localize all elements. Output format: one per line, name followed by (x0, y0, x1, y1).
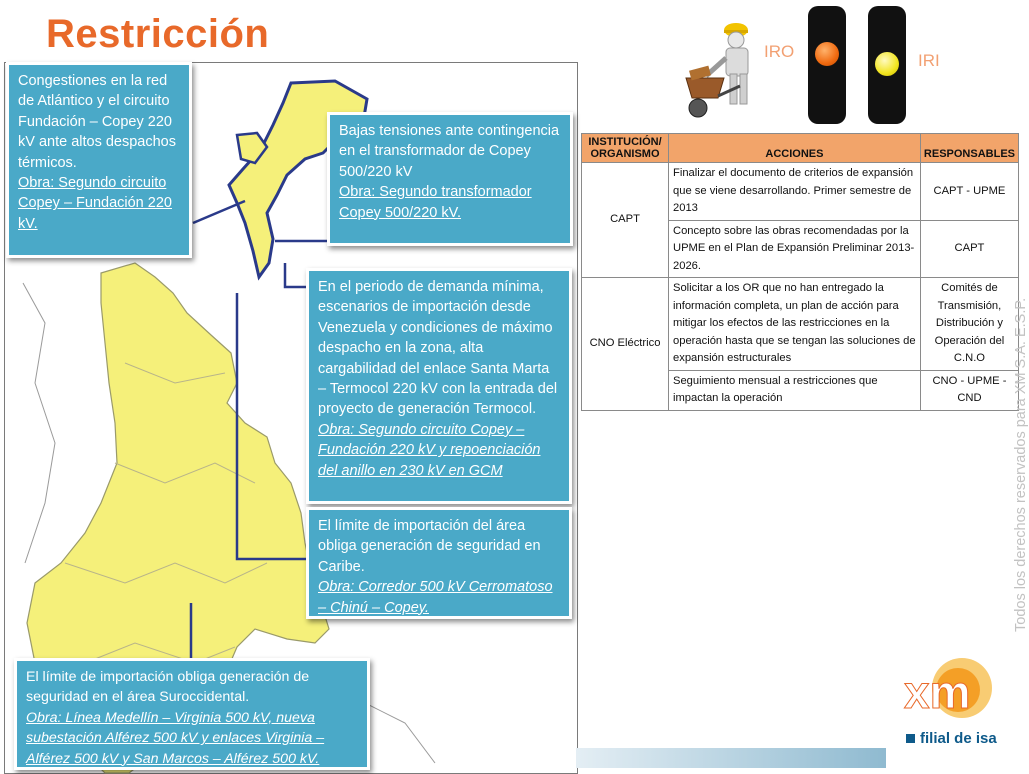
cell-responsable: CAPT (920, 220, 1018, 278)
orange-bulb-icon (815, 42, 839, 66)
iro-label: IRO (764, 42, 795, 61)
cell-accion: Finalizar el documento de criterios de expansión que se viene desarrollando. Primer semestre de 2013 (669, 163, 921, 221)
isa-square-icon (906, 734, 915, 743)
callout-text: El límite de importación del área obliga generación de seguridad en Caribe. (318, 518, 541, 575)
cell-responsable: Comités de Transmisión, Distribución y Operación del C.N.O (920, 278, 1018, 371)
callout-obra: Obra: Línea Medellín – Virginia 500 kV, nueva subestación Alférez 500 kV y enlaces Virginia – Alférez 500 kV y San Marcos – Alférez 500 kV. (26, 709, 325, 767)
logo-subtitle (906, 730, 997, 747)
cell-institucion: CAPT (582, 163, 669, 278)
table-row (582, 278, 1019, 371)
callout-atlantico (6, 62, 192, 258)
header-institucion: INSTITUCIÓN/ ORGANISMO (582, 134, 669, 163)
callout-obra: Obra: Segundo circuito Copey – Fundación 220 kV y repoenciación del anillo en 230 kV en GCM (318, 421, 541, 479)
callout-suroccidental (14, 658, 370, 770)
cell-institucion: CNO Eléctrico (582, 278, 669, 411)
footer-bar (576, 748, 886, 768)
header-responsables: RESPONSABLES (920, 134, 1018, 163)
callout-caribe (306, 507, 572, 619)
actions-table (581, 133, 1019, 411)
callout-santa-marta (306, 268, 572, 504)
iro-traffic-light-icon (808, 6, 846, 124)
map-outline-west (23, 283, 55, 563)
cell-accion: Seguimiento mensual a restricciones que impactan la operación (669, 370, 921, 410)
callout-obra: Obra: Corredor 500 kV Cerromatoso – Chinú – Copey. (318, 579, 553, 616)
connector-santa-marta (285, 263, 307, 287)
logo-text: xm (904, 666, 971, 718)
cell-responsable: CAPT - UPME (920, 163, 1018, 221)
table-row (582, 163, 1019, 221)
header-acciones: ACCIONES (669, 134, 921, 163)
callout-text: En el periodo de demanda mínima, escenarios de importación desde Venezuela y condiciones de máximo despacho en la zona, alta cargabilidad del enlace Santa Marta – Termocol 220 kV con la entrada del proyecto de generación Termocol. (318, 279, 558, 418)
iri-label: IRI (918, 51, 940, 70)
worker-wheelbarrow-icon (680, 18, 766, 122)
callout-text: El límite de importación obliga generación de seguridad en el área Suroccidental. (26, 669, 310, 706)
cell-accion: Solicitar a los OR que no han entregado la información completa, un plan de acción para mitigar los efectos de las restricciones en la operación hasta que se tengan las soluciones de expansión estructurales (669, 278, 921, 371)
cell-accion: Concepto sobre las obras recomendadas por la UPME en el Plan de Expansión Preliminar 2013-2026. (669, 220, 921, 278)
page-title: Restricción (46, 12, 270, 56)
copyright-watermark: Todos los derechos reservados para XM S.A. E.S.P. (1013, 297, 1029, 632)
callout-text: Bajas tensiones ante contingencia en el transformador de Copey 500/220 kV (339, 123, 560, 180)
cell-responsable: CNO - UPME - CND (920, 370, 1018, 410)
yellow-bulb-icon (875, 52, 899, 76)
logo-subtitle-text: filial de isa (920, 730, 997, 747)
table-header-row (582, 134, 1019, 163)
callout-copey (327, 112, 573, 246)
connector-atlantico (193, 201, 245, 223)
callout-obra: Obra: Segundo transformador Copey 500/220 kV. (339, 184, 532, 221)
iri-traffic-light-icon (868, 6, 906, 124)
callout-obra: Obra: Segundo circuito Copey – Fundación 220 kV. (18, 175, 172, 232)
callout-text: Congestiones en la red de Atlántico y el circuito Fundación – Copey 220 kV ante altos despachos térmicos. (18, 73, 176, 171)
